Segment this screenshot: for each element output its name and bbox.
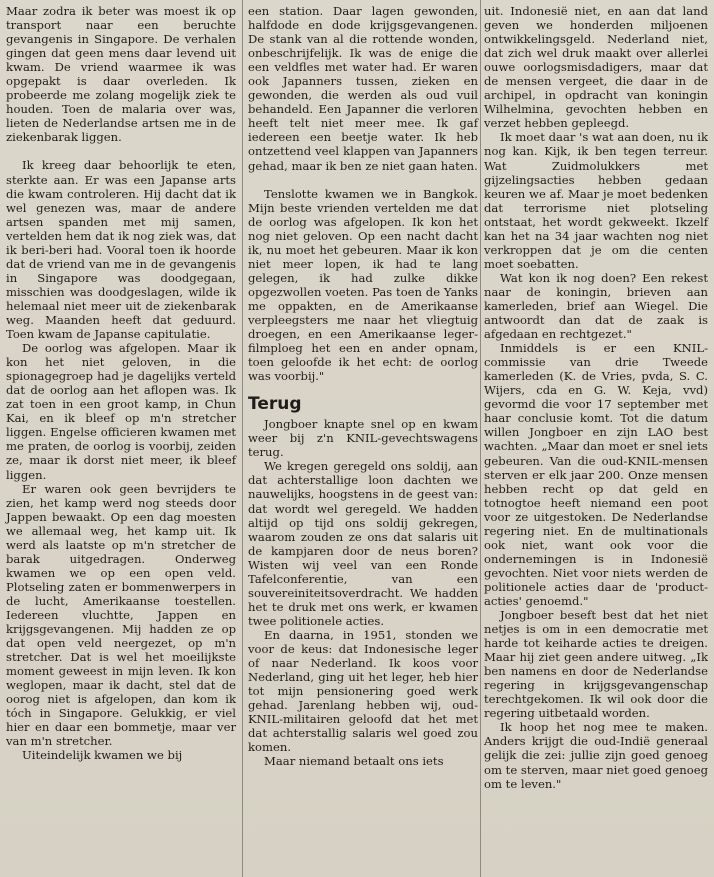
column-2 — [248, 4, 478, 768]
paragraph: Er waren ook geen bevrijders te zien, het kamp werd nog steeds door Jappen bewaakt. Op een dag moesten we allemaal weg, het kamp uit. Ik werd als laatste op m'n stretcher de barak uitgedragen. Onderweg kwamen we op een open veld. Plotseling zaten er bommenwerpers in de lucht, Amerikaanse toestellen. Iedereen vluchtte, Jappen en krijgsgevangenen. Mij hadden ze op dat open veld neergezet, op m'n stretcher. Dat is wel het moeilijkste moment geweest in mijn leven. Ik kon weglopen, maar ik dacht, stel dat de oorog niet is afgelopen, dan kom ik tóch in Singapore. Gelukkig, er viel hier en daar een bommetje, maar ver van m'n stretcher. — [6, 481, 236, 749]
column-3 — [484, 4, 708, 791]
paragraph: Ik hoop het nog mee te maken. Anders krijgt die oud-Indië generaal gelijk die zei: jullie zijn goed genoeg om te sterven, maar niet goed genoeg om te leven." — [484, 720, 708, 791]
paragraph: De oorlog was afgelopen. Maar ik kon het niet geloven, in die spionagegroep had je dagelijks verteld dat de oorlog aan het aflopen was. Ik zat toen in een groot kamp, in Chun Kai, en ik bleef op m'n stretcher liggen. Engelse officieren kwamen met me praten, de oorlog is voorbij, zeiden ze, maar ik dorst niet meer, ik bleef liggen. — [6, 341, 236, 482]
column-rule — [242, 0, 243, 877]
paragraph: Ik kreeg daar behoorlijk te eten, sterkte aan. Er was een Japanse arts die kwam controleren. Hij dacht dat ik wel genezen was, maar de andere artsen spanden met mij samen, vertelden hem dat ik nog ziek was, dat ik beri-beri had. Vooral toen ik hoorde dat de vriend van me in de gevangenis in Singapore was doodgegaan, misschien was doodgeslagen, wilde ik helemaal niet meer uit de ziekenbarak weg. Maanden heeft dat geduurd. Toen kwam de Japanse capitulatie. — [6, 158, 236, 342]
paragraph: Ik moet daar 's wat aan doen, nu ik nog kan. Kijk, ik ben tegen terreur. Wat Zuidmolukkers met gijzelingsacties hebben gedaan keuren we af. Maar je moet bedenken dat terrorisme niet plotseling ontstaat, het wordt gekweekt. Ikzelf kan het na 34 jaar wachten nog niet verkroppen dat je om die centen moet soebatten. — [484, 130, 708, 271]
column-1 — [6, 4, 236, 762]
paragraph: een station. Daar lagen gewonden, halfdode en dode krijgsgevangenen. De stank van al die rottende wonden, onbeschrijfelijk. Ik was de enige die een veldfles met water had. Er waren ook Japanners tussen, zieken en gewonden, die werden als oud vuil behandeld. Een Japanner die verloren heeft telt niet meer mee. Ik gaf iedereen een beetje water. Ik heb ontzettend veel klappen van Japanners gehad, maar ik ben ze niet gaan haten. — [248, 4, 478, 173]
paragraph: En daarna, in 1951, stonden we voor de keus: dat Indonesische leger of naar Nederland. Ik koos voor Nederland, ging uit het leger, heb hier tot mijn pensionering goed werk gehad. Jarenlang hebben wij, oud-KNIL-militairen geloofd dat het met dat achterstallig salaris wel goed zou komen. — [248, 627, 478, 755]
paragraph: Inmiddels is er een KNIL-commissie van drie Tweede kamerleden (K. de Vries, pvda, S. C. Wijers, cda en G. W. Keja, vvd) gevormd die voor 17 september met haar conclusie komt. Tot die datum willen Jongboer en zijn LAO best wachten. „Maar dan moet er snel iets gebeuren. Van die oud-KNIL-mensen sterven er elk jaar 200. Onze mensen hebben recht op dat geld en totnogtoe heeft niemand een poot voor ze uitgestoken. De Nederlandse regering niet. En de multinationals ook niet, want ook voor die ondernemingen is in Indonesië gevochten. Niet voor niets werden de politionele acties daar de 'product-acties' genoemd." — [484, 341, 708, 608]
paragraph: We kregen geregeld ons soldij, aan dat achterstallige loon dachten we nauwelijks, hoogstens in de geest van: dat wordt wel geregeld. We hadden altijd op tijd ons soldij gekregen, waarom zouden ze ons dat salaris uit de kampjaren door de neus boren? Wisten wij veel van een Ronde Tafelconferentie, van een souvereiniteitsoverdracht. We hadden het te druk met ons werk, er kwamen twee politionele acties. — [248, 459, 478, 628]
section-heading: Terug — [248, 394, 302, 415]
paragraph: uit. Indonesië niet, en aan dat land geven we honderden miljoenen ontwikkelingsgeld. Nederland niet, dat zich wel druk maakt over allerlei ouwe oorlogsmisdadigers, maar dat de mensen vergeet, die daar in de archipel, in opdracht van koningin Wilhelmina, gevochten hebben en verzet hebben gepleegd. — [484, 4, 708, 131]
paragraph: Tenslotte kwamen we in Bangkok. Mijn beste vrienden vertelden me dat de oorlog was afgelopen. Ik kon het nog niet geloven. Op een nacht dacht ik, nu moet het gebeuren. Maar ik kon niet meer lopen, ik had te lang gelegen, ik had zulke dikke opgezwollen voeten. Pas toen de Yanks me oppakten, en de Amerikaanse verpleegsters me naar het vliegtuig droegen, en een Amerikaanse leger-filmploeg het een en ander opnam, toen geloofde ik het echt: de oorlog was voorbij." — [248, 186, 478, 384]
column-rule — [480, 0, 481, 877]
paragraph: Uiteindelijk kwamen we bij — [22, 748, 183, 763]
paragraph: Wat kon ik nog doen? Een rekest naar de koningin, brieven aan kamerleden, brief aan Wiegel. Die antwoordt dan dat de zaak is afgedaan en rechtgezet." — [484, 270, 708, 342]
paragraph: Jongboer knapte snel op en kwam weer bij z'n KNIL-gevechtswagens terug. — [248, 417, 478, 460]
paragraph: Maar niemand betaalt ons iets — [264, 754, 444, 769]
paragraph: Jongboer beseft best dat het niet netjes is om in een democratie met harde tot keiharde acties te dreigen. Maar hij ziet geen andere uitweg. „Ik ben namens en door de Nederlandse regering in krijgsgevangenschap terechtgekomen. Ik wil ook door die regering uitbetaald worden. — [484, 608, 708, 721]
paragraph: Maar zodra ik beter was moest ik op transport naar een beruchte gevangenis in Singapore. De verhalen gingen dat geen mens daar levend uit kwam. De vriend waarmee ik was opgepakt is daar overleden. Ik probeerde me zolang mogelijk ziek te houden. Toen de malaria over was, lieten de Nederlandse artsen me in de ziekenbarak liggen. — [6, 4, 236, 145]
